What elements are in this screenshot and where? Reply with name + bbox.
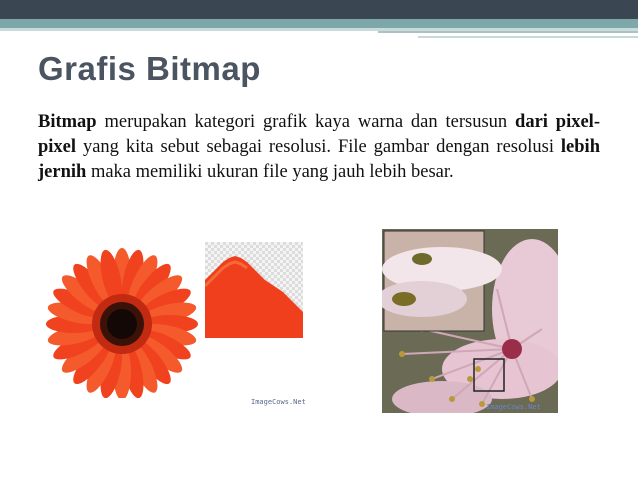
text-bold-bitmap: Bitmap — [38, 112, 97, 132]
pixelated-image — [205, 242, 306, 410]
text-segment: yang kita sebut sebagai resolusi. File gambar dengan resolusi — [76, 137, 561, 157]
text-bold-pixel: dari pixel-pixel — [38, 112, 600, 157]
stamen-image — [382, 229, 558, 413]
watermark-text: ImageCows.Net — [486, 403, 541, 411]
flower-image — [44, 248, 204, 398]
text-bold-jernih: lebih jernih — [38, 137, 600, 182]
watermark-text: ImageCows.Net — [251, 398, 306, 406]
slide-title: Grafis Bitmap — [38, 50, 261, 87]
slide-paragraph — [38, 110, 600, 185]
teal-band — [0, 19, 638, 28]
text-segment: maka memiliki ukuran file yang jauh lebih besar. — [86, 162, 454, 182]
accent-lines — [378, 31, 638, 43]
text-segment: merupakan kategori grafik kaya warna dan tersusun — [96, 112, 516, 132]
top-bar — [0, 0, 638, 19]
